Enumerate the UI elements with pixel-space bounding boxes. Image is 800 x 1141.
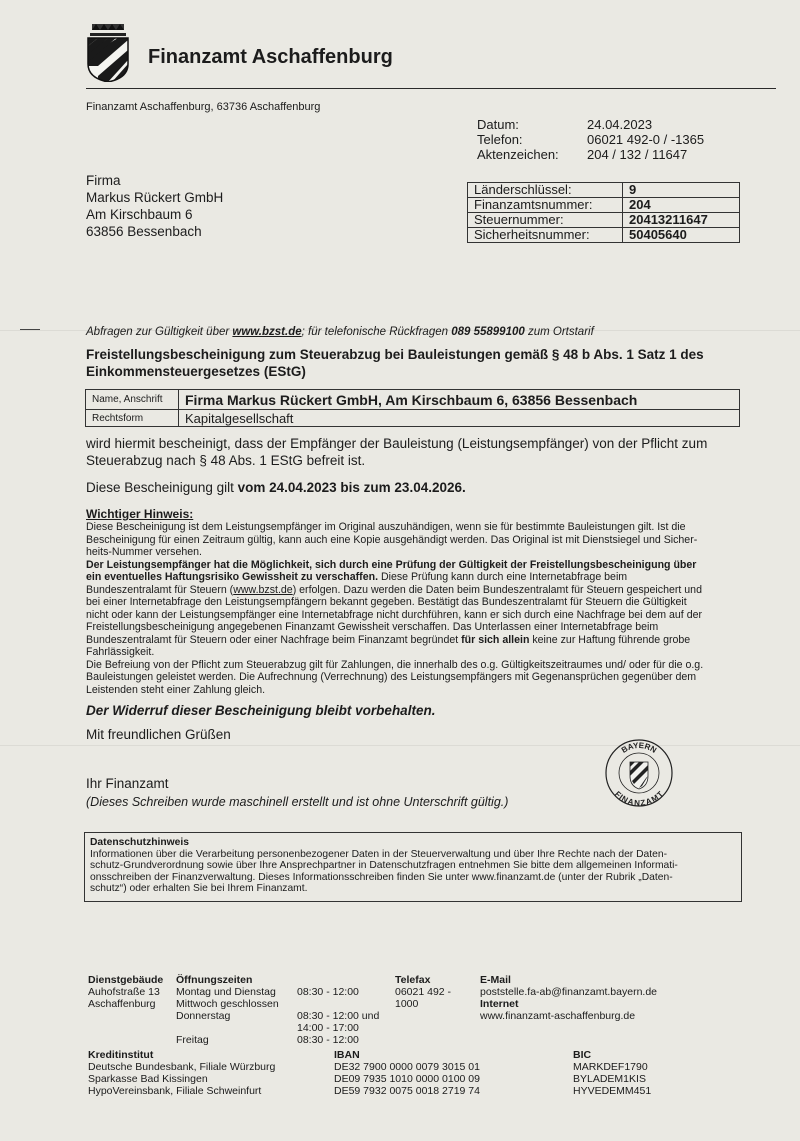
- office-city: Aschaffenburg: [88, 998, 156, 1010]
- bank-heading: Kreditinstitut: [88, 1049, 154, 1061]
- phone-value: 06021 492-0 / -1365: [587, 132, 705, 147]
- machine-note: (Dieses Schreiben wurde maschinell erstellt und ist ohne Unterschrift gültig.): [86, 795, 509, 809]
- website-link[interactable]: www.finanzamt-aschaffenburg.de: [480, 1010, 636, 1022]
- text-span: Bundeszentralamt für Steuern oder einer Nachfrage beim Finanzamt begründet: [86, 633, 462, 646]
- text-line: [86, 571, 746, 584]
- bank-iban: DE32 7900 0000 0079 3015 01: [334, 1061, 480, 1073]
- text-line: Die Befreiung von der Pflicht zum Steuerabzug gilt für Zahlungen, die innerhalb des o.g. Gültigkeitszeitraumes und/ oder für die o.g.: [86, 658, 704, 671]
- official-seal-icon: [604, 738, 674, 808]
- text-line: Freistellungsbescheinigung angegebenen Finanzamt Gewissheit verschaffen. Das Unterlassen einer Internetabfrage beim: [86, 621, 659, 633]
- name-value: Firma Markus Rückert GmbH, Am Kirschbaum 6, 63856 Bessenbach: [179, 390, 740, 410]
- bold-span: ein eventuelles Haftungsrisiko Gewissheit zu verschaffen.: [86, 571, 379, 583]
- hours-row: [176, 1034, 386, 1046]
- text-line: Bauleistungen geleistet werden. Die Aufrechnung (Verrechnung) des Leistungsempfängers mit Gegenansprüchen gegenüber dem: [86, 671, 697, 683]
- query-phone: 089 55899100: [451, 326, 525, 338]
- greeting: Mit freundlichen Grüßen: [86, 727, 231, 742]
- bold-span: für sich allein: [461, 633, 530, 646]
- text-span: keine zur Haftung führende grobe: [529, 633, 691, 646]
- text-line: Informationen über die Verarbeitung personenbezogener Daten in der Steuerverwaltung und über Ihre Rechte nach der Daten-: [90, 848, 667, 860]
- seal-top-text: BAYERN: [619, 740, 659, 755]
- office-block: [88, 974, 163, 1010]
- text-span: Diese Prüfung kann durch eine Internetabfrage beim: [378, 571, 628, 583]
- key-value: 204: [623, 198, 740, 213]
- bavarian-crest-icon: [86, 24, 130, 82]
- bank-bics: [573, 1061, 651, 1097]
- text-line: schutz-Grundverordnung sowie über Ihre Ansprechpartner in Datenschutzfragen entnehmen Sie bitte dem allgemeinen Informati-: [90, 860, 678, 871]
- certification-text: [86, 435, 707, 469]
- bank-name: HypoVereinsbank, Filiale Schweinfurt: [88, 1085, 262, 1097]
- text-line: Fahrlässigkeit.: [86, 646, 155, 658]
- table-row: [468, 183, 740, 198]
- key-label: Finanzamtsnummer:: [468, 198, 623, 213]
- text-line: [86, 584, 746, 597]
- text-line: Leistenden steht einer Zahlung gleich.: [86, 683, 266, 696]
- margin-mark: [20, 329, 40, 330]
- text-line: heits-Nummer versehen.: [86, 546, 202, 558]
- fax-number: 06021 492 -: [395, 986, 452, 998]
- date-value: 24.04.2023: [587, 117, 653, 132]
- hint-heading: Wichtiger Hinweis:: [86, 507, 194, 521]
- recipient-line: Markus Rückert GmbH: [86, 190, 224, 205]
- bank-bic: MARKDEF1790: [573, 1061, 648, 1073]
- fold-line: [0, 745, 800, 746]
- meta-labels: [477, 117, 559, 162]
- bank-bic: BYLADEM1KIS: [573, 1073, 646, 1085]
- contact-block: [480, 974, 657, 1022]
- hours-time: 14:00 - 17:00: [297, 1022, 359, 1034]
- text-line: Bescheinigung für einen Zeitraum gültig, kann auch eine Kopie ausgehändigt werden. Das Original ist mit Dienstsiegel und Sicher-: [86, 533, 698, 546]
- query-pre: Abfragen zur Gültigkeit über: [86, 326, 233, 338]
- text-line: Diese Bescheinigung ist dem Leistungsempfänger im Original auszuhändigen, wenn sie für bestimmte Bauleistungen gilt. Ist die: [86, 521, 686, 533]
- query-line: [86, 326, 594, 338]
- privacy-notice-box: [84, 832, 742, 902]
- hours-time: 08:30 - 12:00: [297, 986, 359, 998]
- table-row: [468, 213, 740, 228]
- recipient-address: [86, 172, 223, 240]
- tax-key-table: [467, 182, 740, 243]
- hours-day: Freitag: [176, 1034, 209, 1046]
- recipient-line: 63856 Bessenbach: [86, 224, 202, 239]
- bzst-link[interactable]: www.bzst.de: [233, 583, 293, 596]
- email-heading: E-Mail: [480, 974, 511, 986]
- phone-label: Telefon:: [477, 132, 523, 147]
- text-span: Bundeszentralamt für Steuern (: [86, 583, 234, 596]
- hours-day: Mittwoch geschlossen: [176, 998, 279, 1010]
- bank-name: Sparkasse Bad Kissingen: [88, 1073, 208, 1085]
- bank-ibans: [334, 1061, 480, 1097]
- text-line: schutz“) oder erhalten Sie bei Ihrem Finanzamt.: [90, 883, 308, 894]
- hours-day: Montag und Dienstag: [176, 986, 276, 998]
- bank-bic: HYVEDEMM451: [573, 1085, 652, 1097]
- recipient-line: Firma: [86, 173, 121, 188]
- iban-heading: IBAN: [334, 1049, 360, 1061]
- file-ref-value: 204 / 132 / 11647: [587, 147, 688, 162]
- key-label: Länderschlüssel:: [468, 183, 623, 198]
- file-ref-label: Aktenzeichen:: [477, 147, 559, 162]
- bank-names: [88, 1061, 275, 1097]
- table-row: [468, 198, 740, 213]
- signoff: Ihr Finanzamt: [86, 776, 169, 791]
- fax-number: 1000: [395, 998, 419, 1010]
- text-line: onsschreiben der Finanzverwaltung. Dieses Informationsschreiben finden Sie unter www.finanzamt.de (unter der Rubrik „Daten-: [90, 871, 673, 883]
- hours-row: [176, 1022, 386, 1034]
- text-span: ) erfolgen. Dazu werden die Daten beim Bundeszentralamt für Steuern gespeichert und: [292, 583, 702, 596]
- fax-block: [395, 974, 451, 1010]
- text-line: bei einer Internetabfrage den Leistungsempfängern bekannt gegeben. Bestätigt das Bundeszentralamt für Steuern die Gültigkeit: [86, 596, 687, 608]
- office-heading: Dienstgebäude: [88, 974, 164, 986]
- office-street: Auhofstraße 13: [88, 986, 160, 998]
- company-table: [85, 389, 740, 427]
- header-rule: [86, 88, 776, 89]
- table-row: [86, 390, 740, 410]
- table-row: [468, 228, 740, 243]
- query-mid: ; für telefonische Rückfragen: [301, 326, 452, 338]
- internet-heading: Internet: [480, 998, 519, 1010]
- legal-form-value: Kapitalgesellschaft: [179, 410, 740, 427]
- revocation-note: Der Widerruf dieser Bescheinigung bleibt vorbehalten.: [86, 703, 436, 718]
- validity-period: vom 24.04.2023 bis zum 23.04.2026.: [237, 480, 466, 495]
- subject-line: Einkommensteuergesetzes (EStG): [86, 364, 306, 379]
- validity-pre: Diese Bescheinigung gilt: [86, 480, 238, 495]
- validity-text: [86, 479, 466, 496]
- subject-heading: [86, 346, 704, 380]
- bank-iban: DE59 7932 0075 0018 2719 74: [334, 1085, 480, 1097]
- hours-block: [176, 974, 252, 986]
- bank-name: Deutsche Bundesbank, Filiale Würzburg: [88, 1061, 276, 1073]
- query-post: zum Ortstarif: [524, 326, 594, 338]
- hours-day: Donnerstag: [176, 1010, 231, 1022]
- hours-time: 08:30 - 12:00 und: [297, 1010, 380, 1022]
- key-value: 50405640: [623, 228, 740, 243]
- table-row: [86, 410, 740, 427]
- bank-iban: DE09 7935 1010 0000 0100 09: [334, 1073, 480, 1085]
- seal-bottom-text: FINANZAMT: [612, 789, 666, 808]
- key-value: 20413211647: [623, 213, 740, 228]
- recipient-line: Am Kirschbaum 6: [86, 207, 193, 222]
- bzst-link[interactable]: www.bzst.de: [232, 326, 302, 338]
- important-hint: [86, 507, 746, 696]
- text-line: nicht oder kann der Leistungsempfänger eine Internetabfrage nicht durchführen, kann er sich durch eine Nachfrage bei dem auf der: [86, 608, 702, 621]
- text-line: Steuerabzug nach § 48 Abs. 1 EStG befreit ist.: [86, 453, 366, 468]
- email-link[interactable]: poststelle.fa-ab@finanzamt.bayern.de: [480, 986, 658, 998]
- hours-time: 08:30 - 12:00: [297, 1034, 359, 1046]
- hours-row: [176, 998, 386, 1010]
- key-label: Sicherheitsnummer:: [468, 228, 623, 243]
- name-label: Name, Anschrift: [86, 390, 179, 410]
- authority-title: Finanzamt Aschaffenburg: [148, 46, 393, 68]
- legal-form-label: Rechtsform: [86, 410, 179, 427]
- text-line: wird hiermit bescheinigt, dass der Empfänger der Bauleistung (Leistungsempfänger) von der Pflicht zum: [86, 436, 708, 451]
- key-label: Steuernummer:: [468, 213, 623, 228]
- text-line: [86, 634, 746, 647]
- meta-values: [587, 117, 704, 162]
- date-label: Datum:: [477, 117, 519, 132]
- key-value: 9: [623, 183, 740, 198]
- privacy-title: Datenschutzhinweis: [90, 837, 189, 848]
- hours-heading: Öffnungszeiten: [176, 974, 253, 986]
- fax-heading: Telefax: [395, 974, 431, 986]
- return-address: Finanzamt Aschaffenburg, 63736 Aschaffenburg: [86, 101, 321, 113]
- text-line: Der Leistungsempfänger hat die Möglichkeit, sich durch eine Prüfung der Gültigkeit der Freistellungsbescheinigung über: [86, 558, 697, 571]
- hours-row: [176, 986, 386, 998]
- bic-heading: BIC: [573, 1049, 592, 1061]
- hours-row: [176, 1010, 386, 1022]
- hours-rows: [176, 986, 386, 1046]
- subject-line: Freistellungsbescheinigung zum Steuerabzug bei Bauleistungen gemäß § 48 b Abs. 1 Satz 1 des: [86, 347, 704, 362]
